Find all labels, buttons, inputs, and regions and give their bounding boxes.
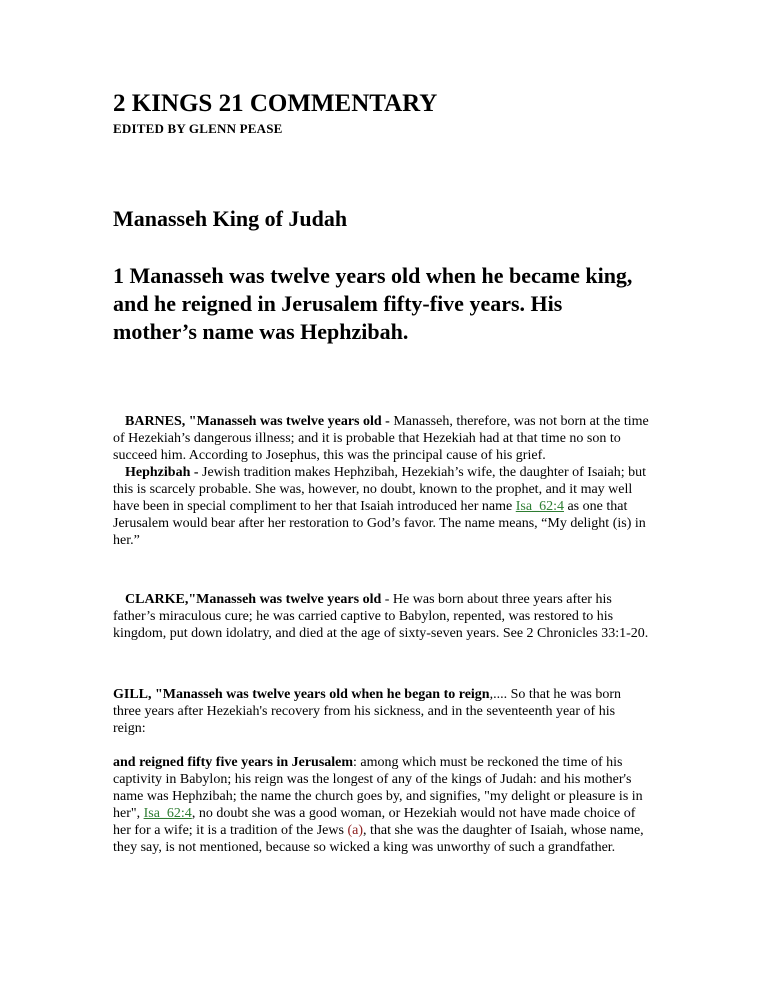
clarke-paragraph <box>113 591 650 642</box>
gill-paragraph-1 <box>113 686 650 737</box>
clarke-lead: CLARKE,"Manasseh was twelve years old <box>125 592 382 607</box>
scripture-link-isa-62-4[interactable]: Isa_62:4 <box>515 499 564 514</box>
gill-text-2b: , no doubt she was a good woman, or Hezekiah would not have made choice of her for a wife; it is a tradition of the Jews <box>113 806 636 838</box>
barnes-paragraph-2 <box>113 464 650 549</box>
clarke-commentary <box>113 591 650 642</box>
footnote-reference[interactable]: (a) <box>347 823 363 838</box>
barnes-paragraph-1 <box>113 413 650 464</box>
gill-commentary <box>113 686 650 856</box>
document-title: 2 KINGS 21 COMMENTARY <box>113 90 438 117</box>
document-subtitle: EDITED BY GLENN PEASE <box>113 121 283 136</box>
barnes-lead-hephzibah: Hephzibah - <box>125 465 203 480</box>
gill-text: ,.... So that he was born three years after Hezekiah's recovery from his sickness, and in the seventeenth year of his reign: <box>113 687 622 736</box>
barnes-lead: BARNES, "Manasseh was twelve years old - <box>125 414 394 429</box>
gill-lead-2: and reigned fifty five years in Jerusalem <box>113 755 354 770</box>
gill-text-2a: : among which must be reckoned the time of his captivity in Babylon; his reign was the longest of any of the kings of Judah: and his mother's name was Hephzibah; the name the church goes by, and signifies, "my delight or pleasure is in her", <box>113 755 643 821</box>
section-heading: Manasseh King of Judah <box>113 206 348 231</box>
barnes-text-2a: Jewish tradition makes Hephzibah, Hezekiah’s wife, the daughter of Isaiah; but this is scarcely probable. She was, however, no doubt, known to the prophet, and it may well have been in special compliment to her that Isaiah introduced her name <box>113 465 646 514</box>
barnes-text-2b: as one that Jerusalem would bear after her restoration to God’s favor. The name means, “My delight (is) in her.” <box>113 499 646 548</box>
barnes-text: Manasseh, therefore, was not born at the time of Hezekiah’s dangerous illness; and it is probable that Hezekiah had at that time no son to succeed him. According to Josephus, this was the principal cause of his grief. <box>113 414 649 463</box>
barnes-commentary <box>113 413 650 549</box>
gill-paragraph-2 <box>113 754 650 856</box>
verse-1: 1 Manasseh was twelve years old when he became king, and he reigned in Jerusalem fifty-five years. His mother’s name was Hephzibah. <box>113 263 633 344</box>
gill-lead: GILL, "Manasseh was twelve years old when he began to reign <box>113 687 490 702</box>
gill-text-2c: , that she was the daughter of Isaiah, whose name, they say, is not mentioned, because so wicked a king was unworthy of such a grandfather. <box>113 823 644 855</box>
clarke-text: - He was born about three years after his father’s miraculous cure; he was carried captive to Babylon, repented, was restored to his kingdom, put down idolatry, and died at the age of sixty-seven years. See 2 Chronicles 33:1-20. <box>113 592 649 641</box>
scripture-link-isa-62-4[interactable]: Isa_62:4 <box>143 806 192 821</box>
